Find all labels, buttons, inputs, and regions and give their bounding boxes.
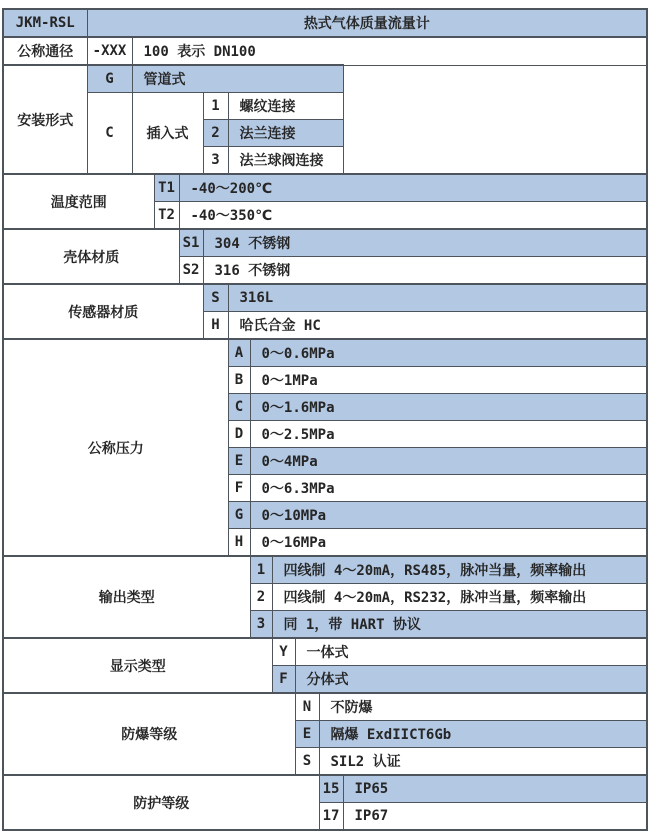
explosion-row-1 xyxy=(3,693,647,721)
option-value-cell: 316 不锈钢 xyxy=(203,257,647,285)
option-code-cell: 1 xyxy=(250,556,272,584)
option-code-cell: B xyxy=(228,367,250,394)
option-code-cell: 2 xyxy=(250,584,272,611)
option-value-cell: 316L xyxy=(228,284,647,312)
option-value-cell: 四线制 4～20mA，RS485，脉冲当量，频率输出 xyxy=(272,556,647,584)
row-label-sensor: 传感器材质 xyxy=(3,284,203,339)
header-row xyxy=(3,9,647,37)
option-code-cell: N xyxy=(295,693,319,721)
option-code-cell: E xyxy=(295,721,319,748)
option-code-cell: 17 xyxy=(319,803,343,831)
row-label-protection: 防护等级 xyxy=(3,775,319,830)
option-code-cell: S xyxy=(203,284,228,312)
option-code-cell: Y xyxy=(272,638,295,666)
option-value-cell: 法兰球阀连接 xyxy=(228,147,343,175)
option-code-cell: 2 xyxy=(203,120,228,147)
option-code-cell: F xyxy=(272,666,295,694)
option-value-cell: 0～4MPa xyxy=(250,448,647,475)
option-value-cell: IP67 xyxy=(343,803,647,831)
pressure-row-1 xyxy=(3,339,647,367)
option-value-cell: IP65 xyxy=(343,775,647,803)
product-title: 热式气体质量流量计 xyxy=(87,9,647,37)
installation-pipeline-row xyxy=(3,65,647,93)
row-label-display: 显示类型 xyxy=(3,638,272,693)
row-label-installation: 安装形式 xyxy=(3,65,87,174)
option-value-cell: 分体式 xyxy=(295,666,647,694)
model-selection-table xyxy=(2,8,648,831)
option-code-cell: G xyxy=(228,502,250,529)
option-code-cell: C xyxy=(228,394,250,421)
option-code-cell: D xyxy=(228,421,250,448)
option-value-cell: 0～1.6MPa xyxy=(250,394,647,421)
option-code-cell: T1 xyxy=(154,174,179,202)
option-value-cell: 螺纹连接 xyxy=(228,93,343,120)
insertion-label: 插入式 xyxy=(132,93,203,175)
option-code-cell: -XXX xyxy=(87,37,132,65)
option-value-cell: -40～350℃ xyxy=(179,202,647,230)
nominal-diameter-row xyxy=(3,37,647,65)
model-code: JKM-RSL xyxy=(3,9,87,37)
option-value-cell: 0～6.3MPa xyxy=(250,475,647,502)
option-value-cell: 0～10MPa xyxy=(250,502,647,529)
option-code-cell: 1 xyxy=(203,93,228,120)
row-label-nominal-diameter: 公称通径 xyxy=(3,37,87,65)
option-code-cell: E xyxy=(228,448,250,475)
housing-row-1 xyxy=(3,229,647,257)
option-value-cell: 法兰连接 xyxy=(228,120,343,147)
option-value-cell: 哈氏合金 HC xyxy=(228,312,647,340)
option-value-cell: 0～1MPa xyxy=(250,367,647,394)
option-value-cell: SIL2 认证 xyxy=(319,748,647,776)
row-label-explosion: 防爆等级 xyxy=(3,693,295,775)
installation-insertion-row-1 xyxy=(3,93,647,120)
display-row-1 xyxy=(3,638,647,666)
option-value-cell: 隔爆 ExdIICT6Gb xyxy=(319,721,647,748)
option-code-cell: 15 xyxy=(319,775,343,803)
option-value-cell: 100 表示 DN100 xyxy=(132,37,647,65)
option-code-cell: 3 xyxy=(250,611,272,639)
option-value-cell: 304 不锈钢 xyxy=(203,229,647,257)
protection-row-1 xyxy=(3,775,647,803)
option-code-cell: H xyxy=(228,529,250,557)
option-value-cell: 同 1，带 HART 协议 xyxy=(272,611,647,639)
option-value-cell: 不防爆 xyxy=(319,693,647,721)
option-code-cell: S xyxy=(295,748,319,776)
option-code-cell: S2 xyxy=(179,257,203,285)
option-value-cell: 一体式 xyxy=(295,638,647,666)
option-code-cell: C xyxy=(87,93,132,175)
option-code-cell: G xyxy=(87,65,132,93)
option-value-cell: -40～200℃ xyxy=(179,174,647,202)
option-code-cell: S1 xyxy=(179,229,203,257)
option-code-cell: T2 xyxy=(154,202,179,230)
option-code-cell: A xyxy=(228,339,250,367)
option-value-cell: 管道式 xyxy=(132,65,343,93)
option-code-cell: H xyxy=(203,312,228,340)
row-label-output: 输出类型 xyxy=(3,556,250,638)
output-row-1 xyxy=(3,556,647,584)
option-code-cell: 3 xyxy=(203,147,228,175)
option-value-cell: 0～16MPa xyxy=(250,529,647,557)
row-label-housing: 壳体材质 xyxy=(3,229,179,284)
temperature-row-1 xyxy=(3,174,647,202)
sensor-row-1 xyxy=(3,284,647,312)
option-code-cell: F xyxy=(228,475,250,502)
option-value-cell: 0～2.5MPa xyxy=(250,421,647,448)
row-label-temperature: 温度范围 xyxy=(3,174,154,229)
row-label-pressure: 公称压力 xyxy=(3,339,228,556)
option-value-cell: 0～0.6MPa xyxy=(250,339,647,367)
option-value-cell: 四线制 4～20mA，RS232，脉冲当量，频率输出 xyxy=(272,584,647,611)
